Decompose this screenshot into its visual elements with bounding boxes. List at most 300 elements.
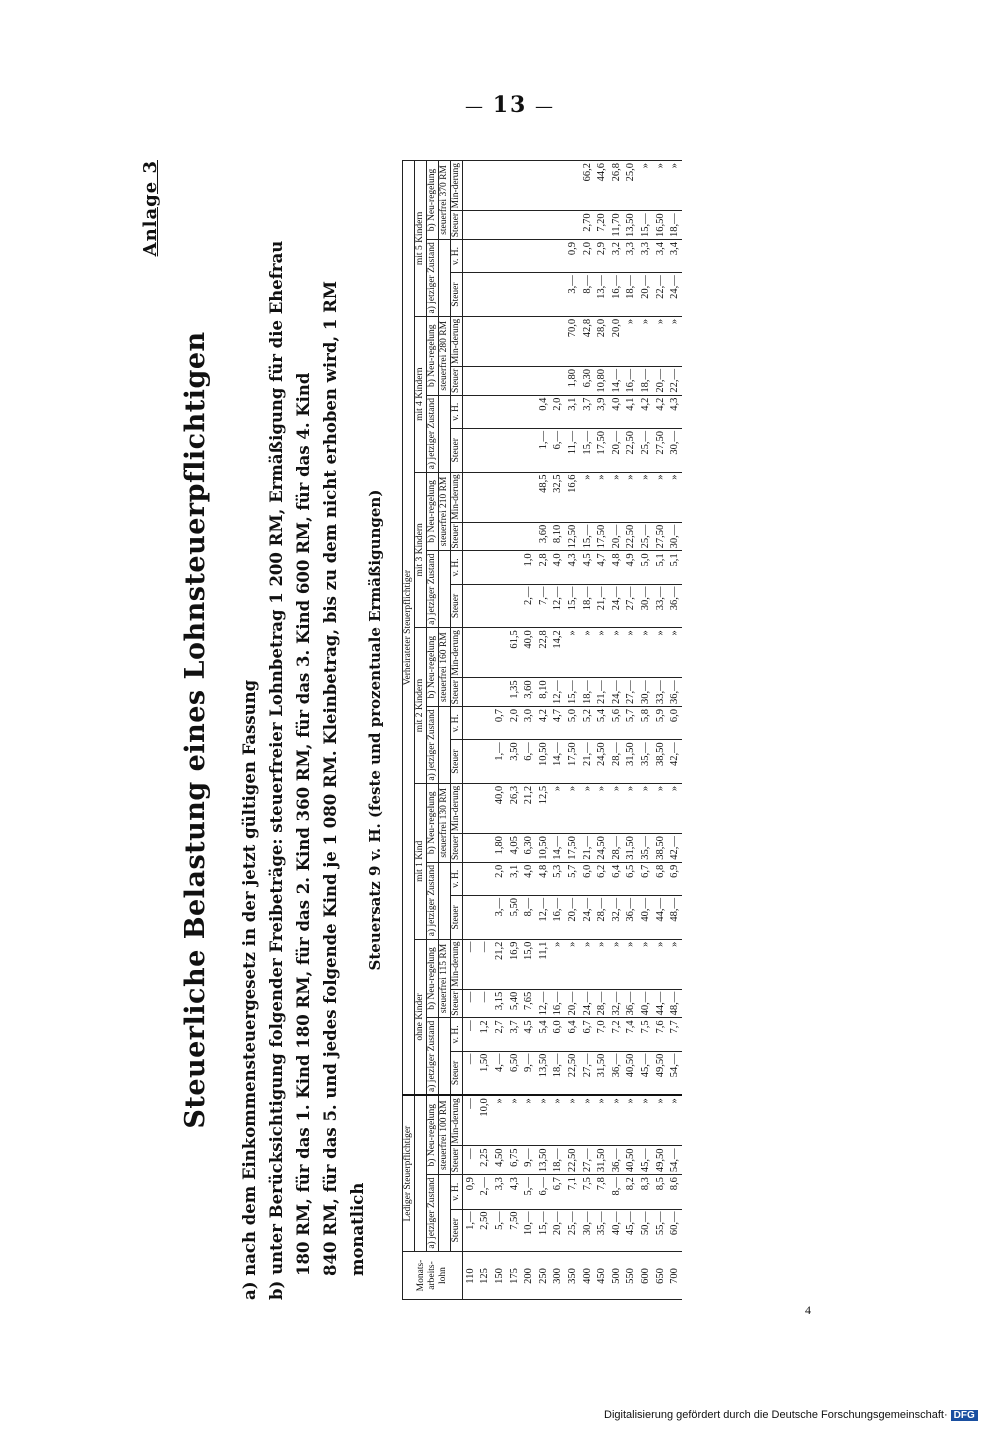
table-cell bbox=[492, 522, 507, 551]
table-cell: 36,— bbox=[624, 896, 639, 940]
table-cell: 15,— bbox=[580, 428, 595, 472]
header-minderung: Min-derung bbox=[451, 472, 463, 522]
table-cell bbox=[463, 896, 478, 940]
table-cell: 6,4 bbox=[565, 1018, 580, 1051]
table-cell: 16,— bbox=[624, 367, 639, 396]
table-cell: 8,3 bbox=[638, 1175, 653, 1209]
table-cell: 3,60 bbox=[536, 522, 551, 551]
table-cell: » bbox=[624, 1095, 639, 1146]
header-steuer: Steuer bbox=[451, 1146, 463, 1175]
table-row bbox=[536, 161, 551, 1300]
table-cell: » bbox=[638, 783, 653, 833]
cell-lohn: 110 bbox=[463, 1252, 478, 1300]
table-cell bbox=[463, 161, 478, 211]
header-steuer: Steuer bbox=[451, 678, 463, 707]
table-cell bbox=[463, 428, 478, 472]
header-steuerfrei: steuerfrei 115 RM bbox=[439, 939, 451, 1018]
table-row bbox=[667, 161, 682, 1300]
table-cell bbox=[478, 472, 493, 522]
table-cell bbox=[463, 316, 478, 366]
header-steuer: Steuer bbox=[451, 584, 463, 628]
table-cell bbox=[478, 522, 493, 551]
cell-lohn: 200 bbox=[521, 1252, 536, 1300]
table-cell: 4,2 bbox=[638, 395, 653, 428]
header-verheiratet: Verheirateter Steuerpflichtiger bbox=[403, 161, 415, 1096]
table-cell bbox=[463, 522, 478, 551]
header-vh: v. H. bbox=[451, 1175, 463, 1209]
table-row bbox=[565, 161, 580, 1300]
table-cell: 5,40 bbox=[507, 989, 522, 1018]
table-cell: 5,0 bbox=[638, 551, 653, 584]
table-cell: 2,0 bbox=[507, 707, 522, 740]
table-cell bbox=[536, 273, 551, 317]
table-cell: 15,— bbox=[565, 584, 580, 628]
table-cell bbox=[507, 211, 522, 240]
table-cell: — bbox=[463, 939, 478, 989]
table-cell: 4,0 bbox=[521, 862, 536, 895]
table-cell: 44,— bbox=[653, 989, 668, 1018]
cell-lohn: 350 bbox=[565, 1252, 580, 1300]
table-cell: 4,7 bbox=[594, 551, 609, 584]
table-cell: 5,9 bbox=[653, 707, 668, 740]
table-cell: » bbox=[653, 939, 668, 989]
table-cell: 6,7 bbox=[551, 1175, 566, 1209]
cell-lohn: 400 bbox=[580, 1252, 595, 1300]
intro-line-a: a) nach dem Einkommensteuergesetz in der jetzt gültigen Fassung bbox=[240, 679, 259, 1300]
table-cell: 15,— bbox=[638, 211, 653, 240]
table-cell: 30,— bbox=[667, 428, 682, 472]
col-monatslohn: Monats-arbeits-lohn bbox=[403, 1252, 463, 1300]
header-neu: b) Neu-regelung bbox=[427, 472, 439, 551]
table-row bbox=[463, 161, 478, 1300]
intro-line-b4: monatlich bbox=[348, 1182, 367, 1276]
table-cell: » bbox=[667, 161, 682, 211]
table-cell: 9,— bbox=[521, 1146, 536, 1175]
table-cell: 28,— bbox=[609, 740, 624, 784]
table-cell bbox=[478, 239, 493, 272]
table-cell bbox=[507, 472, 522, 522]
table-cell: 40,0 bbox=[521, 628, 536, 678]
table-cell: 3,4 bbox=[653, 239, 668, 272]
table-cell: 42,— bbox=[667, 834, 682, 863]
table-cell: 50,— bbox=[638, 1209, 653, 1251]
table-cell bbox=[565, 161, 580, 211]
table-cell: 1,2 bbox=[478, 1018, 493, 1051]
table-cell bbox=[507, 584, 522, 628]
header-neu: b) Neu-regelung bbox=[427, 783, 439, 862]
table-cell bbox=[507, 428, 522, 472]
header-jetzig-blank bbox=[439, 395, 451, 472]
table-cell bbox=[463, 367, 478, 396]
table-cell: 12,— bbox=[551, 584, 566, 628]
header-vh: v. H. bbox=[451, 239, 463, 272]
table-cell bbox=[507, 273, 522, 317]
header-steuer: Steuer bbox=[451, 428, 463, 472]
table-cell: 30,— bbox=[638, 584, 653, 628]
table-row bbox=[521, 161, 536, 1300]
table-cell: 6,0 bbox=[580, 862, 595, 895]
table-cell: 48,5 bbox=[536, 472, 551, 522]
header-jetzig: a) jetziger Zustand bbox=[427, 1175, 439, 1252]
table-cell: 3,2 bbox=[609, 239, 624, 272]
table-cell: 7,4 bbox=[624, 1018, 639, 1051]
table-cell: 10,— bbox=[521, 1209, 536, 1251]
table-cell: 24,— bbox=[609, 584, 624, 628]
table-cell: 40,— bbox=[638, 989, 653, 1018]
table-cell: 22,50 bbox=[624, 522, 639, 551]
table-cell: 35,— bbox=[638, 740, 653, 784]
table-cell bbox=[492, 584, 507, 628]
footnote-number: 4 bbox=[805, 1303, 811, 1317]
cell-lohn: 500 bbox=[609, 1252, 624, 1300]
table-cell bbox=[478, 862, 493, 895]
header-steuerfrei: steuerfrei 370 RM bbox=[439, 161, 451, 240]
table-cell: » bbox=[638, 628, 653, 678]
table-cell: 11,— bbox=[565, 428, 580, 472]
table-cell bbox=[463, 584, 478, 628]
table-cell: 26,3 bbox=[507, 783, 522, 833]
table-cell: 40,— bbox=[638, 896, 653, 940]
table-cell: » bbox=[507, 1095, 522, 1146]
table-cell: 28,— bbox=[594, 896, 609, 940]
table-cell: » bbox=[653, 1095, 668, 1146]
header-neu: b) Neu-regelung bbox=[427, 628, 439, 707]
table-cell: » bbox=[653, 161, 668, 211]
table-cell: 28,0 bbox=[594, 316, 609, 366]
table-cell bbox=[521, 472, 536, 522]
table-cell: 3,0 bbox=[521, 707, 536, 740]
table-row bbox=[594, 161, 609, 1300]
table-cell bbox=[478, 740, 493, 784]
table-cell: 5,0 bbox=[565, 707, 580, 740]
table-cell: 42,— bbox=[667, 740, 682, 784]
table-cell: 7,— bbox=[536, 584, 551, 628]
table-cell bbox=[521, 273, 536, 317]
header-group: mit 2 Kindern bbox=[415, 628, 427, 784]
table-cell: 4,8 bbox=[609, 551, 624, 584]
table-cell: 15,0 bbox=[521, 939, 536, 989]
header-jetzig: a) jetziger Zustand bbox=[427, 862, 439, 939]
table-cell: 22,— bbox=[667, 367, 682, 396]
header-ledig-blank bbox=[415, 1095, 427, 1251]
header-neu: b) Neu-regelung bbox=[427, 1095, 439, 1174]
table-cell: 40,— bbox=[609, 1209, 624, 1251]
cell-lohn: 450 bbox=[594, 1252, 609, 1300]
header-steuer: Steuer bbox=[451, 367, 463, 396]
table-cell: 60,— bbox=[667, 1209, 682, 1251]
table-cell: 4,8 bbox=[536, 862, 551, 895]
cell-lohn: 650 bbox=[653, 1252, 668, 1300]
table-cell: 54,— bbox=[667, 1051, 682, 1095]
table-cell bbox=[551, 316, 566, 366]
table-cell: 7,20 bbox=[594, 211, 609, 240]
table-cell: 3,— bbox=[565, 273, 580, 317]
table-cell: 5,8 bbox=[638, 707, 653, 740]
table-cell: 27,50 bbox=[653, 428, 668, 472]
table-cell: 3,3 bbox=[638, 239, 653, 272]
table-cell: 18,— bbox=[580, 678, 595, 707]
table-cell bbox=[478, 367, 493, 396]
table-cell: 8,5 bbox=[653, 1175, 668, 1209]
intro-text bbox=[236, 160, 371, 1300]
table-cell: » bbox=[667, 1095, 682, 1146]
table-cell bbox=[478, 395, 493, 428]
table-cell: 0,9 bbox=[565, 239, 580, 272]
table-cell: 0,7 bbox=[492, 707, 507, 740]
table-cell: 40,0 bbox=[492, 783, 507, 833]
table-cell: 24,50 bbox=[594, 740, 609, 784]
table-cell: » bbox=[580, 1095, 595, 1146]
table-cell: 2,7 bbox=[492, 1018, 507, 1051]
table-cell bbox=[507, 395, 522, 428]
table-cell: 45,— bbox=[638, 1051, 653, 1095]
header-steuer: Steuer bbox=[451, 273, 463, 317]
header-group: mit 5 Kindern bbox=[415, 161, 427, 317]
table-cell bbox=[551, 367, 566, 396]
table-cell bbox=[521, 428, 536, 472]
table-cell: » bbox=[667, 939, 682, 989]
table-cell: 48,— bbox=[667, 896, 682, 940]
table-cell: 36,— bbox=[609, 1051, 624, 1095]
table-cell: » bbox=[580, 783, 595, 833]
table-cell bbox=[463, 628, 478, 678]
table-cell: » bbox=[624, 628, 639, 678]
table-cell: — bbox=[463, 1095, 478, 1146]
table-cell bbox=[463, 678, 478, 707]
table-cell bbox=[492, 395, 507, 428]
table-cell: 3,— bbox=[492, 896, 507, 940]
table-cell: 30,— bbox=[580, 1209, 595, 1251]
table-cell bbox=[492, 273, 507, 317]
table-cell: » bbox=[565, 628, 580, 678]
table-cell: 27,— bbox=[624, 584, 639, 628]
table-cell: » bbox=[624, 316, 639, 366]
table-cell: 14,— bbox=[609, 367, 624, 396]
table-cell: 10,50 bbox=[536, 834, 551, 863]
table-cell: » bbox=[551, 1095, 566, 1146]
table-cell bbox=[463, 740, 478, 784]
table-cell: 13,50 bbox=[624, 211, 639, 240]
table-cell: 33,— bbox=[653, 678, 668, 707]
table-cell: 25,— bbox=[565, 1209, 580, 1251]
table-cell: 8,— bbox=[609, 1175, 624, 1209]
table-cell: 15,— bbox=[536, 1209, 551, 1251]
table-cell: 10,0 bbox=[478, 1095, 493, 1146]
table-cell bbox=[521, 367, 536, 396]
header-ledig: Lediger Steuerpflichtiger bbox=[403, 1095, 415, 1251]
table-cell: 20,— bbox=[638, 273, 653, 317]
table-cell: 31,50 bbox=[624, 834, 639, 863]
cell-lohn: 250 bbox=[536, 1252, 551, 1300]
header-minderung: Min-derung bbox=[451, 628, 463, 678]
header-steuer: Steuer bbox=[451, 522, 463, 551]
table-cell: 6,9 bbox=[667, 862, 682, 895]
table-cell: 45,— bbox=[638, 1146, 653, 1175]
header-vh: v. H. bbox=[451, 551, 463, 584]
table-cell: » bbox=[638, 939, 653, 989]
table-cell: 3,3 bbox=[624, 239, 639, 272]
header-vh: v. H. bbox=[451, 862, 463, 895]
table-cell: 18,— bbox=[551, 1051, 566, 1095]
table-cell: 31,50 bbox=[624, 740, 639, 784]
table-cell: 22,— bbox=[653, 273, 668, 317]
table-cell: 2,— bbox=[521, 584, 536, 628]
table-cell: » bbox=[580, 472, 595, 522]
table-cell: 20,— bbox=[609, 522, 624, 551]
cell-lohn: 600 bbox=[638, 1252, 653, 1300]
table-cell bbox=[521, 522, 536, 551]
table-cell bbox=[507, 316, 522, 366]
table-cell: 24,— bbox=[580, 896, 595, 940]
table-cell: » bbox=[609, 472, 624, 522]
table-cell: » bbox=[653, 316, 668, 366]
header-group: ohne Kinder bbox=[415, 939, 427, 1095]
table-cell: 11,70 bbox=[609, 211, 624, 240]
table-cell: 16,6 bbox=[565, 472, 580, 522]
table-cell: 12,5 bbox=[536, 783, 551, 833]
table-cell: » bbox=[551, 783, 566, 833]
table-cell: » bbox=[594, 783, 609, 833]
table-cell: 22,50 bbox=[624, 428, 639, 472]
rotated-content bbox=[140, 160, 840, 1300]
table-cell: » bbox=[609, 783, 624, 833]
table-cell: — bbox=[463, 1146, 478, 1175]
table-cell bbox=[478, 584, 493, 628]
header-group: mit 4 Kindern bbox=[415, 316, 427, 472]
table-cell: 28,— bbox=[609, 834, 624, 863]
table-cell bbox=[478, 707, 493, 740]
table-cell: 3,50 bbox=[507, 740, 522, 784]
header-steuerfrei: steuerfrei 210 RM bbox=[439, 472, 451, 551]
table-cell: 33,— bbox=[653, 584, 668, 628]
table-cell: » bbox=[624, 783, 639, 833]
table-cell: 4,3 bbox=[507, 1175, 522, 1209]
table-cell: 35,— bbox=[638, 834, 653, 863]
cell-lohn: 150 bbox=[492, 1252, 507, 1300]
table-cell bbox=[478, 316, 493, 366]
table-cell: 2,0 bbox=[580, 239, 595, 272]
table-cell: 5,— bbox=[521, 1175, 536, 1209]
header-vh: v. H. bbox=[451, 1018, 463, 1051]
table-cell bbox=[565, 211, 580, 240]
table-cell: 8,10 bbox=[536, 678, 551, 707]
table-cell: 18,— bbox=[551, 1146, 566, 1175]
table-cell: » bbox=[638, 161, 653, 211]
table-cell: 5,1 bbox=[653, 551, 668, 584]
table-cell bbox=[551, 211, 566, 240]
table-cell: » bbox=[638, 1095, 653, 1146]
table-cell bbox=[521, 395, 536, 428]
table-cell: 11,1 bbox=[536, 939, 551, 989]
table-cell bbox=[492, 678, 507, 707]
table-cell: 40,50 bbox=[624, 1051, 639, 1095]
table-cell: 27,50 bbox=[653, 522, 668, 551]
table-cell: 1,80 bbox=[492, 834, 507, 863]
table-cell bbox=[536, 239, 551, 272]
table-cell: » bbox=[624, 472, 639, 522]
table-cell: » bbox=[580, 628, 595, 678]
table-cell: 6,— bbox=[521, 740, 536, 784]
header-neu: b) Neu-regelung bbox=[427, 316, 439, 395]
table-cell: 66,2 bbox=[580, 161, 595, 211]
table-cell bbox=[492, 161, 507, 211]
table-cell: 4,9 bbox=[624, 551, 639, 584]
table-cell: 24,— bbox=[580, 989, 595, 1018]
table-cell: 8,10 bbox=[551, 522, 566, 551]
table-cell: » bbox=[609, 939, 624, 989]
table-cell: 24,— bbox=[667, 273, 682, 317]
header-jetzig-blank bbox=[439, 1175, 451, 1252]
table-cell: 7,7 bbox=[667, 1018, 682, 1051]
table-cell: 7,8 bbox=[594, 1175, 609, 1209]
header-jetzig-blank bbox=[439, 239, 451, 316]
table-cell: 7,50 bbox=[507, 1209, 522, 1251]
table-cell: 22,50 bbox=[565, 1051, 580, 1095]
table-cell: 8,6 bbox=[667, 1175, 682, 1209]
table-cell: 1,50 bbox=[478, 1051, 493, 1095]
intro-line-b1: b) unter Berücksichtigung folgender Freibeträge: steuerfreier Lohnbetrag 1 200 RM, Ermäßigung für die Ehefrau bbox=[267, 240, 286, 1300]
table-cell: 16,— bbox=[551, 896, 566, 940]
table-cell bbox=[507, 161, 522, 211]
table-cell: 6,7 bbox=[638, 862, 653, 895]
table-cell: 2,8 bbox=[536, 551, 551, 584]
table-cell: 30,— bbox=[638, 678, 653, 707]
table-cell: 14,— bbox=[551, 740, 566, 784]
table-cell: 6,0 bbox=[667, 707, 682, 740]
table-cell bbox=[492, 551, 507, 584]
table-cell: 4,5 bbox=[521, 1018, 536, 1051]
header-jetzig: a) jetziger Zustand bbox=[427, 707, 439, 784]
table-cell: 6,— bbox=[551, 428, 566, 472]
table-cell: 2,70 bbox=[580, 211, 595, 240]
table-cell: 36,— bbox=[667, 584, 682, 628]
header-jetzig: a) jetziger Zustand bbox=[427, 551, 439, 628]
table-cell bbox=[507, 551, 522, 584]
table-row bbox=[492, 161, 507, 1300]
header-minderung: Min-derung bbox=[451, 161, 463, 211]
table-cell: 4,50 bbox=[492, 1146, 507, 1175]
table-cell: 18,— bbox=[624, 273, 639, 317]
table-cell: 2,— bbox=[478, 1175, 493, 1209]
intro-line-b2: 180 RM, für das 1. Kind 180 RM, für das 2. Kind 360 RM, für das 3. Kind 600 RM, für das 4. Kind bbox=[294, 372, 313, 1276]
table-cell: 6,30 bbox=[580, 367, 595, 396]
table-cell: » bbox=[653, 472, 668, 522]
table-cell bbox=[478, 273, 493, 317]
table-cell: 15,— bbox=[580, 522, 595, 551]
table-cell: » bbox=[653, 628, 668, 678]
table-cell: 44,— bbox=[653, 896, 668, 940]
dfg-footer: Digitalisierung gefördert durch die Deutsche Forschungsgemeinschaft· DFG bbox=[604, 1409, 978, 1421]
table-cell: 3,4 bbox=[667, 239, 682, 272]
table-cell: 26,8 bbox=[609, 161, 624, 211]
table-cell: 4,2 bbox=[653, 395, 668, 428]
cell-lohn: 700 bbox=[667, 1252, 682, 1300]
table-cell bbox=[551, 161, 566, 211]
table-cell: 7,6 bbox=[653, 1018, 668, 1051]
table-cell: 12,50 bbox=[565, 522, 580, 551]
table-cell: 22,50 bbox=[565, 1146, 580, 1175]
table-cell: 4,3 bbox=[565, 551, 580, 584]
table-cell: » bbox=[667, 628, 682, 678]
table-cell: 6,— bbox=[536, 1175, 551, 1209]
table-cell: 20,— bbox=[551, 1209, 566, 1251]
table-row bbox=[609, 161, 624, 1300]
table-cell: » bbox=[624, 939, 639, 989]
table-cell: » bbox=[565, 939, 580, 989]
table-cell bbox=[492, 239, 507, 272]
table-cell: » bbox=[667, 783, 682, 833]
table-cell: » bbox=[638, 472, 653, 522]
